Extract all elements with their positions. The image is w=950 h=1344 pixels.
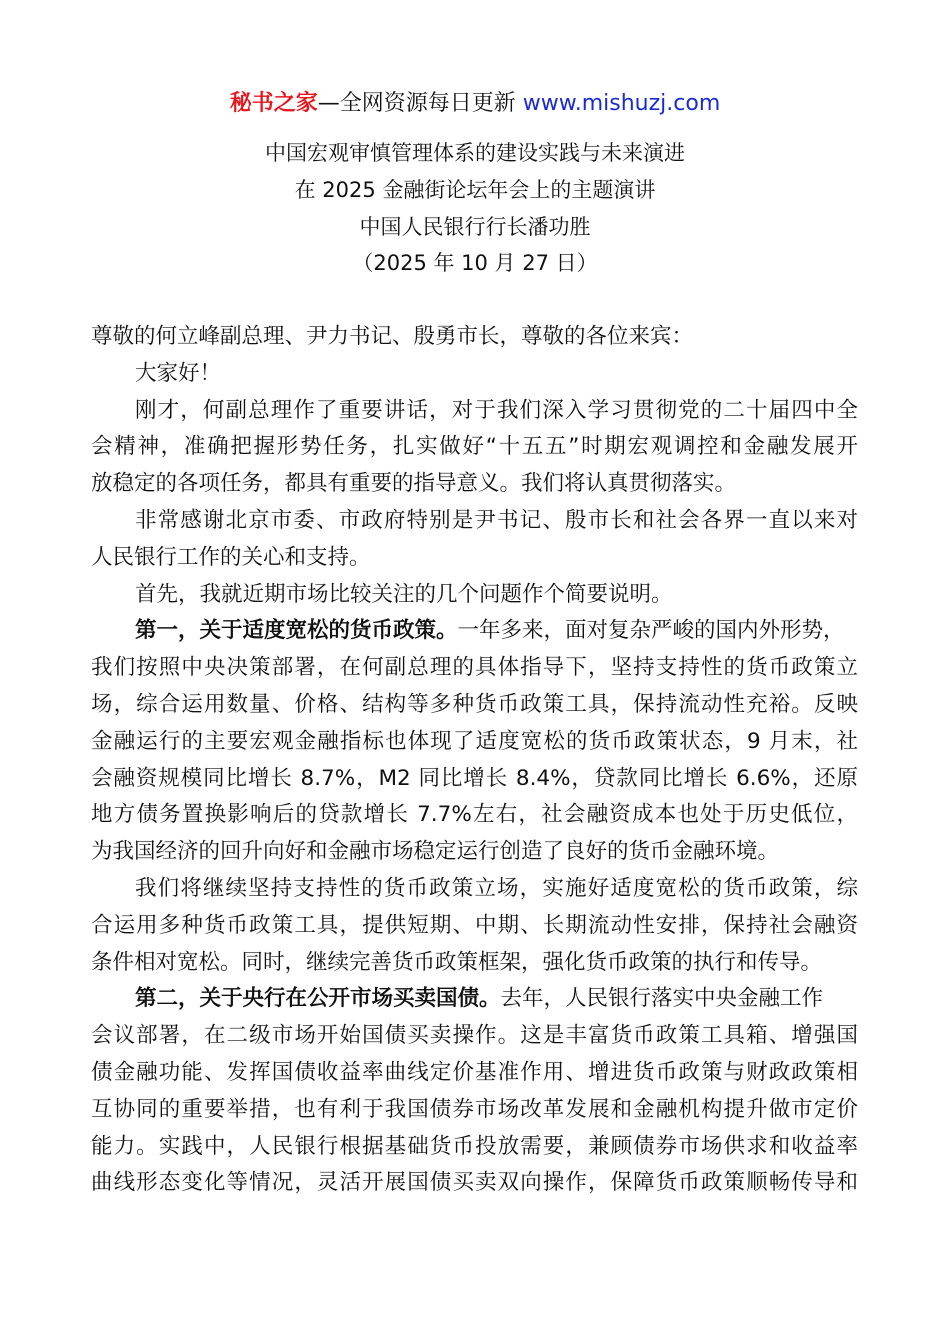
paragraph-line: 条件相对宽松。同时，继续完善货币政策框架，强化货币政策的执行和传导。 (91, 949, 823, 975)
site-banner (0, 87, 950, 121)
paragraph-line: 债金融功能、发挥国债收益率曲线定价基准作用、增进货币政策与财政政策相 (91, 1059, 858, 1085)
paragraph-line: 会融资规模同比增长 8.7%，M2 同比增长 8.4%，贷款同比增长 6.6%，还原 (91, 765, 858, 791)
document-title-block (0, 135, 950, 282)
brand-name: 秘书之家 (229, 91, 318, 116)
salutation: 尊敬的何立峰副总理、尹力书记、殷勇市长，尊敬的各位来宾： (91, 324, 694, 349)
paragraph-line: 放稳定的各项任务，都具有重要的指导意义。我们将认真贯彻落实。 (91, 471, 737, 497)
paragraph-line (91, 981, 858, 1018)
document-subtitle: 在 2025 金融街论坛年会上的主题演讲 (294, 177, 656, 202)
paragraph-line: 我们按照中央决策部署，在何副总理的具体指导下，坚持支持性的货币政策立 (91, 655, 858, 681)
speaker: 中国人民银行行长潘功胜 (359, 214, 591, 239)
paragraph-line: 金融运行的主要宏观金融指标也体现了适度宽松的货币政策状态，9 月末，社 (91, 728, 858, 754)
paragraph-line: 首先，我就近期市场比较关注的几个问题作个简要说明。 (135, 581, 673, 607)
paragraph-line: 曲线形态变化等情况，灵活开展国债买卖双向操作，保障货币政策顺畅传导和 (91, 1170, 858, 1196)
paragraph-line: 会精神，准确把握形势任务，扎实做好“十五五”时期宏观调控和金融发展开 (91, 434, 858, 460)
site-url-link[interactable]: www.mishuzj.com (522, 91, 721, 116)
paragraph-text: 一年多来，面对复杂严峻的国内外形势， (457, 618, 845, 644)
paragraph-line: 地方债务置换影响后的贷款增长 7.7%左右，社会融资成本也处于历史低位， (91, 802, 858, 828)
paragraph-line: 非常感谢北京市委、市政府特别是尹书记、殷市长和社会各界一直以来对 (135, 507, 858, 533)
paragraph-line: 能力。实践中，人民银行根据基础货币投放需要，兼顾债券市场供求和收益率 (91, 1133, 858, 1159)
speech-date: （2025 年 10 月 27 日） (352, 251, 598, 276)
paragraph-line: 会议部署，在二级市场开始国债买卖操作。这是丰富货币政策工具箱、增强国 (91, 1023, 858, 1049)
paragraph-line: 互协同的重要举措，也有利于我国债券市场改革发展和金融机构提升做市定价 (91, 1096, 858, 1122)
paragraph-line: 场，综合运用数量、价格、结构等多种货币政策工具，保持流动性充裕。反映 (91, 691, 858, 717)
paragraph-line: 为我国经济的回升向好和金融市场稳定运行创造了良好的货币金融环境。 (91, 839, 780, 865)
paragraph-line (91, 613, 858, 650)
banner-tagline: —全网资源每日更新 (317, 91, 523, 116)
paragraph-line: 人民银行工作的关心和支持。 (91, 544, 371, 570)
paragraph-text: 去年，人民银行落实中央金融工作 (500, 986, 824, 1012)
document-title: 中国宏观审慎管理体系的建设实践与未来演进 (265, 141, 685, 165)
section-heading: 第二，关于央行在公开市场买卖国债。 (135, 986, 501, 1012)
paragraph-line: 我们将继续坚持支持性的货币政策立场，实施好适度宽松的货币政策，综 (135, 875, 858, 901)
section-heading: 第一，关于适度宽松的货币政策。 (135, 618, 458, 644)
document-body (91, 319, 858, 1202)
greeting: 大家好！ (135, 360, 222, 386)
paragraph-line: 刚才，何副总理作了重要讲话，对于我们深入学习贯彻党的二十届四中全 (135, 397, 858, 423)
paragraph-line: 合运用多种货币政策工具，提供短期、中期、长期流动性安排，保持社会融资 (91, 912, 858, 938)
